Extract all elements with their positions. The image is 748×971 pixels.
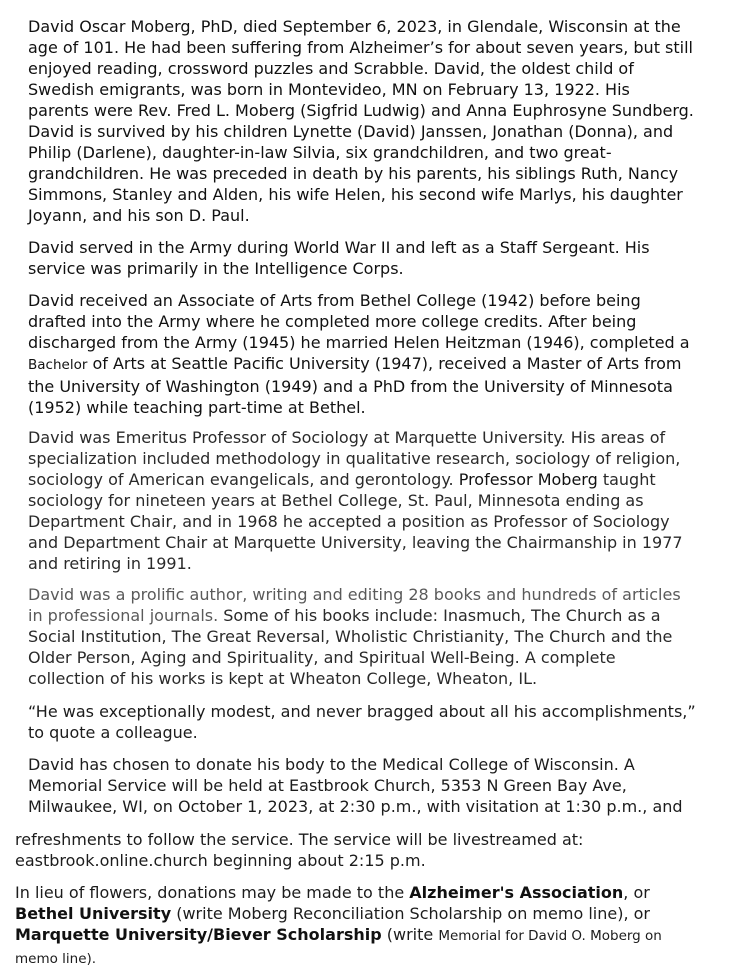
paragraph-career [28,427,740,574]
donation-org-marquette: Marquette University/Biever Scholarship [15,925,382,944]
donations-text-memo: Memorial for David O. Moberg on memo line). [15,928,662,967]
paragraph-donations [15,882,740,970]
career-text-professor: Professor Moberg [458,470,598,489]
education-text-bachelor: Bachelor [28,357,88,373]
paragraph-livestream: refreshments to follow the service. The service will be livestreamed at: eastbrook.online.church beginning about 2:15 p.m. [15,830,584,870]
career-text-a: David was Emeritus Professor of Sociology at Marquette University. His areas of specialization included methodology in qualitative research, sociology of religion, sociology of American evangelicals, and gerontology. [28,428,681,489]
donation-org-bethel: Bethel University [15,904,172,923]
paragraph-education [28,290,740,418]
donations-text-g: (write [381,925,439,944]
paragraph-memorial-service: David has chosen to donate his body to the Medical College of Wisconsin. A Memorial Service will be held at Eastbrook Church, 5353 N Green Bay Ave, Milwaukee, WI, on October 1, 2023, at 2:30 p.m., with visitation at 1:30 p.m., and [28,755,683,816]
paragraph-publications [28,584,740,689]
education-text-a: David received an Associate of Arts from Bethel College (1942) before being drafted into the Army where he completed more college credits. After being discharged from the Army (1945) he married Helen Heitzman (1946), completed a [28,291,690,352]
donations-text-c: , or [623,883,650,902]
publications-text-b: Some of his books include: Inasmuch, The Church as a Social Institution, The Great Reversal, Wholistic Christianity, The Church and the Older Person, Aging and Spirituality, and Spiritual Well-Being. A complete collection of his works is kept at Wheaton College, Wheaton, IL. [28,606,673,688]
paragraph-quote: “He was exceptionally modest, and never bragged about all his accomplishments,” to quote a colleague. [28,702,696,742]
donations-text-a: In lieu of flowers, donations may be made to the [15,883,410,902]
donation-org-alzheimers: Alzheimer's Association [409,883,624,902]
paragraph-death-notice: David Oscar Moberg, PhD, died September 6, 2023, in Glendale, Wisconsin at the age of 101. He had been suffering from Alzheimer’s for about seven years, but still enjoyed reading, crossword puzzles and Scrabble. David, the oldest child of Swedish emigrants, was born in Montevideo, MN on February 13, 1922. His parents were Rev. Fred L. Moberg (Sigfrid Ludwig) and Anna Euphrosyne Sundberg. David is survived by his children Lynette (David) Janssen, Jonathan (Donna), and Philip (Darlene), daughter-in-law Silvia, six grandchildren, and two great- grandchildren. He was preceded in death by his parents, his siblings Ruth, Nancy Simmons, Stanley and Alden, his wife Helen, his second wife Marlys, his daughter Joyann, and his son D. Paul. [28,17,694,225]
donations-text-e: (write Moberg Reconciliation Scholarship on memo line), or [176,904,650,923]
publications-text-a: David was a prolific author, writing and editing 28 books and hundreds of articles in professional journals. [28,585,681,625]
paragraph-military-service: David served in the Army during World War II and left as a Staff Sergeant. His service was primarily in the Intelligence Corps. [28,238,650,278]
career-text-c: taught sociology for nineteen years at Bethel College, St. Paul, Minnesota ending as Department Chair, and in 1968 he accepted a position as Professor of Sociology and Department Chair at Marquette University, leaving the Chairmanship in 1977 and retiring in 1991. [28,470,683,573]
education-text-c: of Arts at Seattle Pacific University (1947), received a Master of Arts from the University of Washington (1949) and a PhD from the University of Minnesota (1952) while teaching part-time at Bethel. [28,354,682,417]
